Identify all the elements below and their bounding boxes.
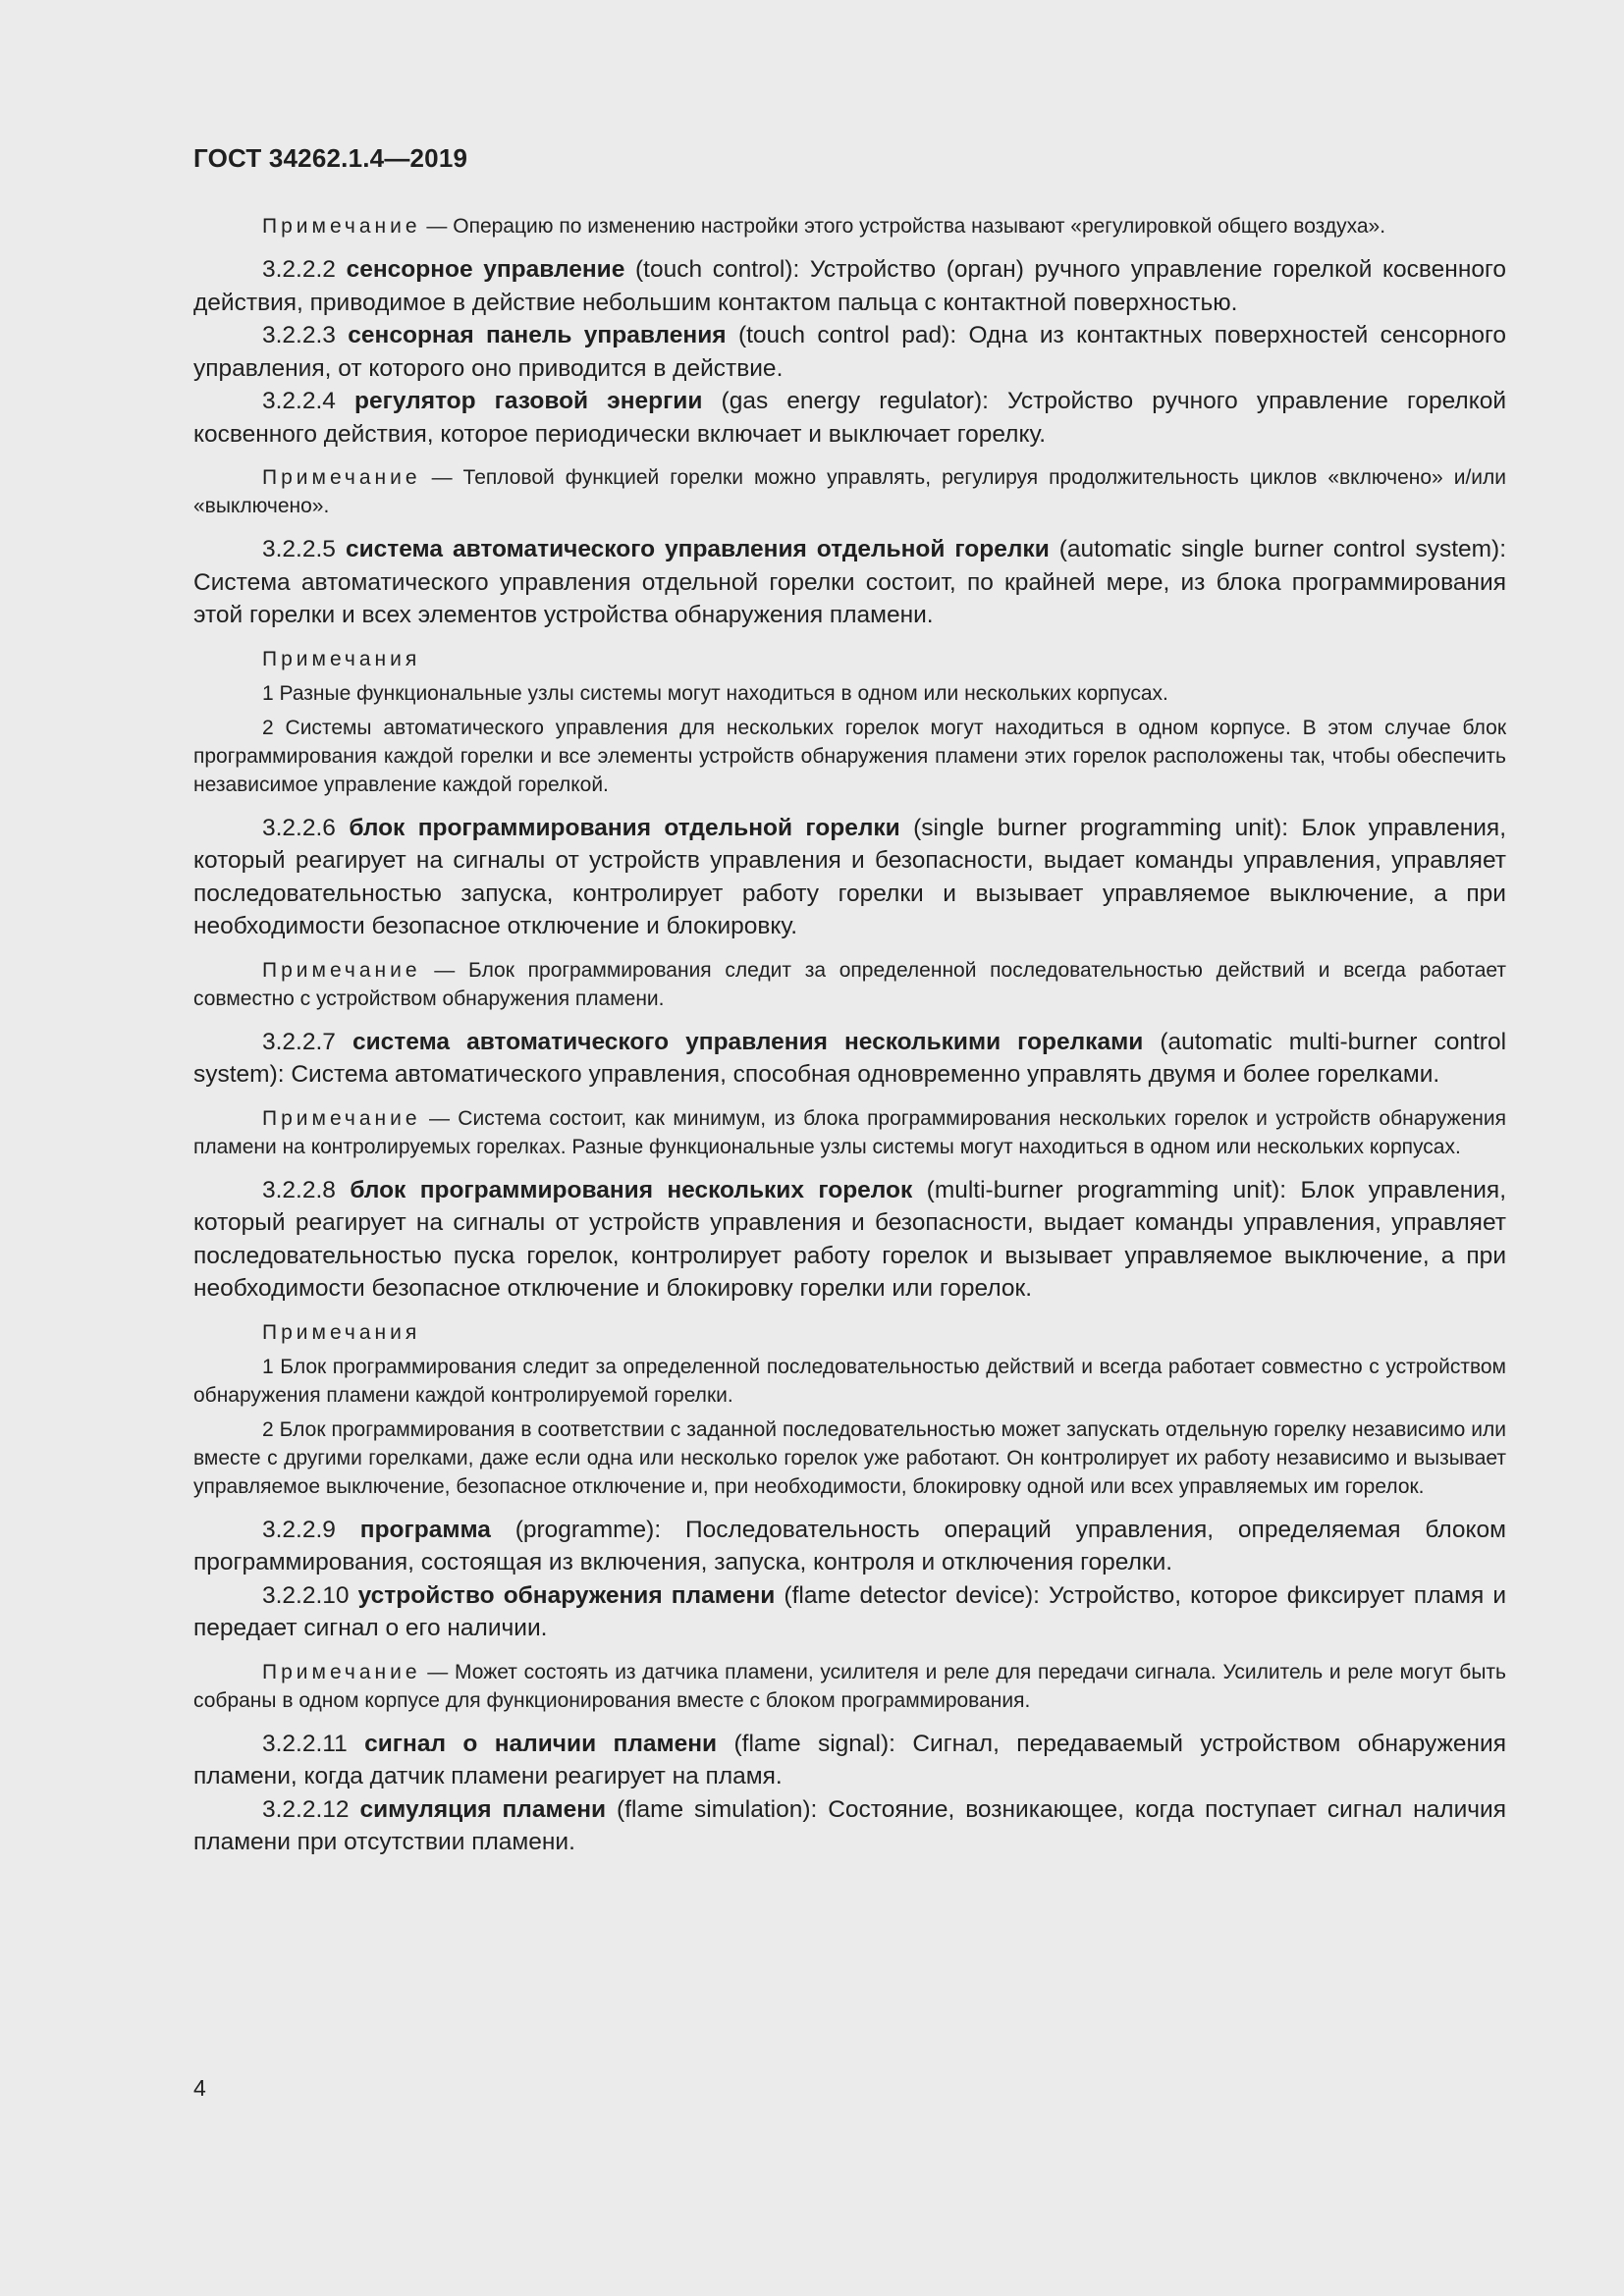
note-item-text: 1 Блок программирования следит за определенной последовательностью действий и всегда работает совместно с устройством обнаружения пламени каждой контролируемой горелки. (193, 1355, 1506, 1407)
term-definition (193, 812, 1506, 943)
term-text: (flame simulation): Состояние, возникающее, когда поступает сигнал наличия пламени при отсутствии пламени. (193, 1795, 1506, 1855)
term-number: 3.2.2.9 (262, 1516, 336, 1543)
term-definition (193, 385, 1506, 451)
note-item-text: 2 Блок программирования в соответствии с заданной последовательностью может запускать отдельную горелку независимо или вместе с другими горелками, даже если одна или несколько горелок уже работают. Он контролирует их работу независимо и вызывает управляемое выключение, безопасное отключение и, при необходимости, блокировку одной или всех управляемых им горелок. (193, 1417, 1506, 1498)
note-paragraph (193, 1104, 1506, 1161)
document-page (193, 143, 1506, 1859)
term-text: (flame detector device): Устройство, которое фиксирует пламя и передает сигнал о его наличии. (193, 1581, 1507, 1641)
note-item (193, 1353, 1506, 1410)
note-text: — Блок программирования следит за определенной последовательностью действий и всегда работает совместно с устройством обнаружения пламени. (193, 958, 1506, 1010)
term-definition (193, 1793, 1506, 1859)
note-item (193, 679, 1506, 708)
term-number: 3.2.2.11 (262, 1730, 348, 1757)
term-number: 3.2.2.3 (262, 322, 336, 348)
note-label: Примечание (262, 1660, 421, 1683)
term-text: (touch control): Устройство (орган) ручного управление горелкой косвенного действия, приводимое в действие небольшим контактом пальца с контактной поверхностью. (193, 256, 1506, 316)
term-number: 3.2.2.7 (262, 1028, 336, 1055)
term-name: регулятор газовой энергии (354, 388, 703, 414)
term-name: сенсорная панель управления (348, 322, 727, 348)
term-number: 3.2.2.10 (262, 1581, 350, 1609)
term-name: блок программирования нескольких горелок (350, 1176, 913, 1203)
term-text: (touch control pad): Одна из контактных поверхностей сенсорного управления, от которого оно приводится в действие. (193, 322, 1507, 382)
note-label: Примечание (262, 215, 421, 238)
term-name: сигнал о наличии пламени (364, 1730, 718, 1757)
term-number: 3.2.2.2 (262, 256, 336, 283)
note-text: — Может состоять из датчика пламени, усилителя и реле для передачи сигнала. Усилитель и реле могут быть собраны в одном корпусе для функционирования вместе с блоком программирования. (193, 1660, 1506, 1712)
term-number: 3.2.2.12 (262, 1795, 350, 1823)
term-definition (193, 533, 1506, 632)
notes-heading (193, 645, 1506, 673)
term-definition (193, 1579, 1506, 1645)
term-name: блок программирования отдельной горелки (349, 814, 900, 841)
term-text: (single burner programming unit): Блок управления, который реагирует на сигналы от устройств управления и безопасности, выдает команды управления, управляет последовательностью запуска, контролирует работу горелки и вызывает управляемое выключение, а при необходимости безопасное отключение и блокировку. (193, 814, 1507, 939)
note-item-text: 1 Разные функциональные узлы системы могут находиться в одном или нескольких корпусах. (262, 681, 1168, 705)
term-name: система автоматического управления отдельной горелки (345, 536, 1050, 562)
term-definition (193, 1174, 1506, 1306)
term-definition (193, 253, 1506, 319)
term-name: программа (359, 1516, 491, 1543)
term-text: (programme): Последовательность операций управления, определяемая блоком программирования, состоящая из включения, запуска, контроля и отключения горелки. (193, 1516, 1507, 1575)
notes-label: Примечания (262, 647, 421, 670)
note-label: Примечание (262, 1106, 421, 1130)
term-name: симуляция пламени (359, 1795, 607, 1823)
term-number: 3.2.2.4 (262, 388, 336, 414)
term-text: (gas energy regulator): Устройство ручного управление горелкой косвенного действия, которое периодически включает и выключает горелку. (193, 388, 1507, 448)
term-definition (193, 319, 1506, 385)
term-number: 3.2.2.5 (262, 536, 336, 562)
term-number: 3.2.2.6 (262, 814, 336, 841)
term-definition (193, 1728, 1506, 1793)
term-name: устройство обнаружения пламени (357, 1581, 776, 1609)
page-number: 4 (193, 2075, 206, 2101)
note-text: — Тепловой функцией горелки можно управлять, регулируя продолжительность циклов «включено» и/или «выключено». (193, 466, 1506, 517)
term-text: (automatic single burner control system): Система автоматического управления отдельной горелки состоит, по крайней мере, из блока программирования этой горелки и всех элементов устройства обнаружения пламени. (193, 536, 1507, 628)
term-name: сенсорное управление (346, 256, 625, 283)
note-label: Примечание (262, 466, 421, 489)
note-item (193, 1415, 1506, 1501)
note-item (193, 714, 1506, 799)
note-text: — Операцию по изменению настройки этого устройства называют «регулировкой общего воздуха». (426, 215, 1386, 238)
term-text: (automatic multi-burner control system): Система автоматического управления, способная одновременно управлять двумя и более горелками. (193, 1028, 1507, 1088)
notes-label: Примечания (262, 1320, 421, 1344)
note-paragraph (193, 1658, 1506, 1715)
term-definition (193, 1026, 1506, 1092)
note-paragraph (193, 956, 1506, 1013)
note-paragraph (193, 212, 1506, 240)
note-label: Примечание (262, 958, 421, 982)
note-item-text: 2 Системы автоматического управления для нескольких горелок могут находиться в одном корпусе. В этом случае блок программирования каждой горелки и все элементы устройств обнаружения пламени этих горелок расположены так, чтобы обеспечить независимое управление каждой горелкой. (193, 716, 1506, 796)
note-text: — Система состоит, как минимум, из блока программирования нескольких горелок и устройств обнаружения пламени на контролируемых горелках. Разные функциональные узлы системы могут находиться в одном или нескольких корпусах. (193, 1106, 1506, 1158)
note-paragraph (193, 463, 1506, 520)
term-text: (flame signal): Сигнал, передаваемый устройством обнаружения пламени, когда датчик пламени реагирует на пламя. (193, 1730, 1506, 1789)
standard-header: ГОСТ 34262.1.4—2019 (193, 143, 468, 173)
term-definition (193, 1514, 1506, 1579)
notes-heading (193, 1318, 1506, 1347)
term-number: 3.2.2.8 (262, 1176, 336, 1203)
term-text: (multi-burner programming unit): Блок управления, который реагирует на сигналы от устройств управления и безопасности, выдает команды управления, управляет последовательностью пуска горелок, контролирует работу горелок и вызывает управляемое выключение, а при необходимости безопасное отключение и блокировку горелки или горелок. (193, 1176, 1507, 1302)
term-name: система автоматического управления несколькими горелками (352, 1028, 1144, 1055)
